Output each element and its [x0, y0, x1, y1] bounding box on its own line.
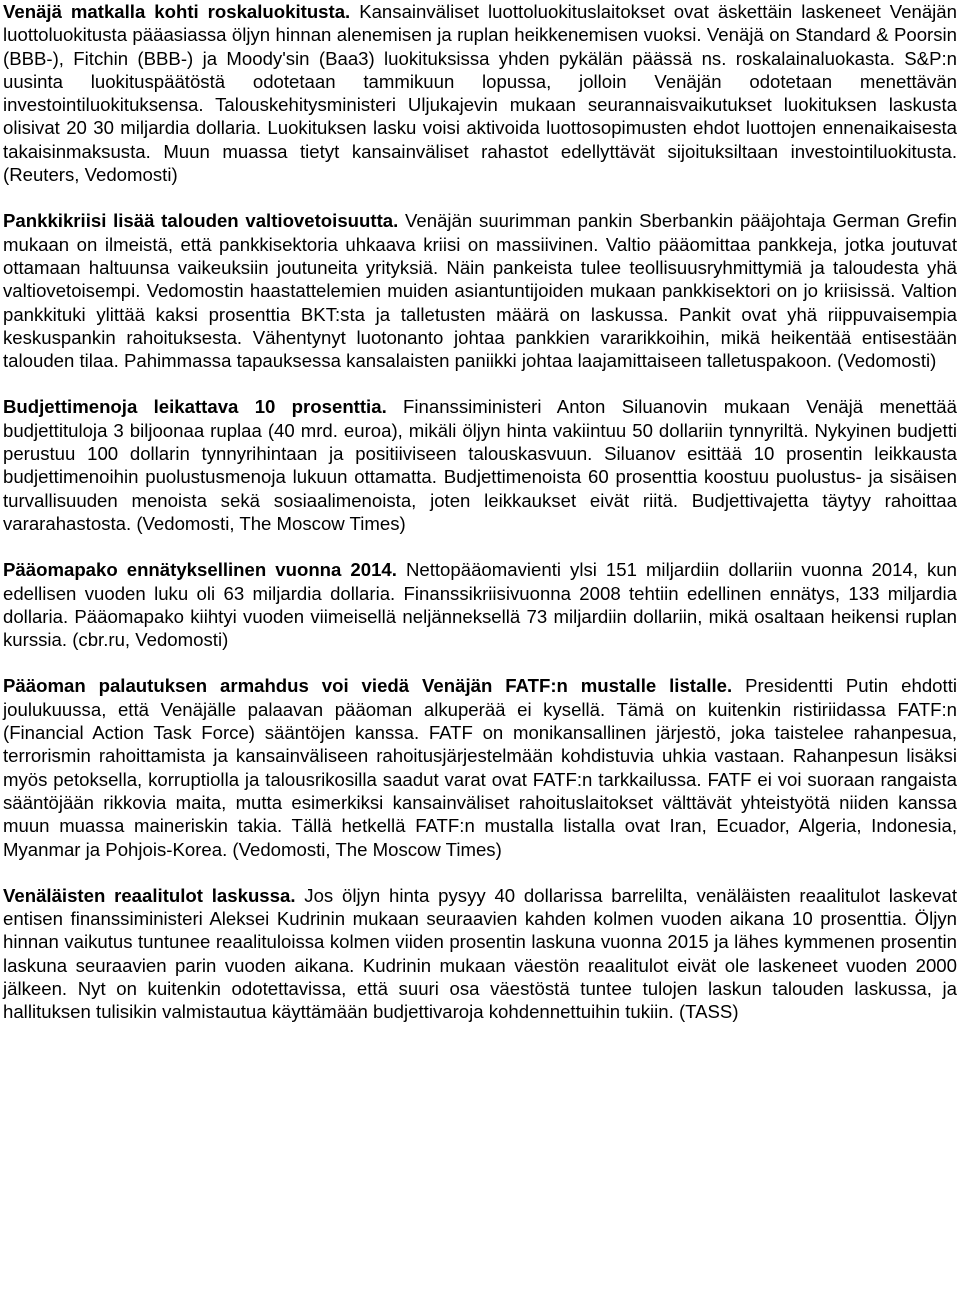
article-body: Jos öljyn hinta pysyy 40 dollarissa barrelilta, venäläisten reaalitulot laskevat entisen finanssiministeri Aleksei Kudrinin mukaan seuraavien kahden kolmen vuoden aikana 10 prosenttia. Öljyn hinnan vaikutus tuntuneе reaalituloissa kolmen viiden prosentin laskuna vuonna 2015 ja lähes kymmenen prosentin laskuna seuraavien parin vuoden aikana. Kudrinin mukaan väestön reaalitulot eivät ole laskeneet vuoden 2000 jälkeen. Nyt on kuitenkin odotettavissa, että suuri osa väestöstä tuntee tulojen laskun talouden laskussa, ja hallituksen tulisikin valmistautua käyttämään budjettivaroja kohdennettuihin tukiin. (TASS) — [3, 884, 958, 1023]
article-body: Nettopääomavienti ylsi 151 miljardiin dollariin vuonna 2014, kun edellisen vuoden luku oli 63 miljardia dollaria. Finanssikriisivuonna 2008 tehtiin edellinen ennätys, 133 miljardia dollaria. Pääomapako kiihtyi vuoden viimeisellä neljänneksellä 73 miljardiin dollariin, mikä osaltaan heikensi ruplan kurssia. (cbr.ru, Vedomosti) — [3, 559, 957, 651]
article-headline: Budjettimenoja leikattava 10 prosenttia. — [3, 396, 387, 418]
article-headline: Pääoman palautuksen armahdus voi viedä Venäjän FATF:n mustalle listalle. — [3, 675, 733, 697]
article-body: Finanssiministeri Anton Siluanovin mukaan Venäjä menettää budjettituloja 3 biljoonaa ruplaa (40 mrd. euroa), mikäli öljyn hinta vakiintuu 50 dollariin tynnyriltä. Nykyinen budjetti perustuu 100 dollarin tynnyrihintaan ja positiiviseen talouskasvuun. Siluanov esittää 10 prosentin leikkausta budjettimenoihin puolustusmenoja lukuun ottamatta. Budjettimenoista 60 prosenttia koostuu puolustus- ja sisäisen turvallisuuden menoista sekä sosiaalimenoista, joten leikkaukset eivät riitä. Budjettivajetta täytyy rahoittaa vararahastosta. (Vedomosti, The Moscow Times) — [3, 396, 957, 534]
article-banking-crisis — [3, 209, 957, 372]
article-body: Venäjän suurimman pankin Sberbankin pääjohtaja German Grefin mukaan on ilmeistä, että pankkisektoria uhkaava kriisi on massiivinen. Valtio pääomittaa pankkeja, jotka joutuvat ottamaan haltuunsa vaikeuksiin joutuneita yrityksiä. Näin pankeista tulee teollisuusryhmittymiä ja taloudesta yhä valtiovetoisempi. Vedomostin haastattelemien muiden asiantuntijoiden mukaan pankkisektori on jo kriisissä. Valtion pankkituki ylittää kaksi prosenttia BKT:sta ja talletusten määrä on laskussa. Pankit ovat yhä riippuvaisempia keskuspankin rahoituksesta. Vähentynyt luotonanto johtaa pankkien vararikkoihin, mikä heikentää entisestään talouden tilaa. Pahimmassa tapauksessa kansalaisten paniikki johtaa laajamittaiseen talletuspakoon. (Vedomosti) — [3, 210, 957, 372]
article-budget-cuts — [3, 395, 957, 535]
article-credit-rating — [3, 0, 957, 186]
article-real-incomes — [3, 884, 957, 1024]
article-headline: Venäjä matkalla kohti roskaluokitusta. — [3, 1, 351, 22]
article-headline: Venäläisten reaalitulot laskussa. — [3, 884, 296, 906]
article-body: Kansainväliset luottoluokituslaitokset ovat äskettäin laskeneet Venäjän luottoluokitusta pääasiassa öljyn hinnan alenemisen ja ruplan heikkenemisen vuoksi. Venäjä on Standard & Poorsin (BBB-), Fitchin (BBB-) ja Moody'sin (Baa3) luokituksissa yhden pykälän päässä ns. roskalainaluokasta. S&P:n uusinta luokituspäätöstä odotetaan tammikuun lopussa, jolloin Venäjän odotetaan menettävän investointiluokituksensa. Talouskehitysministeri Uljukajevin mukaan seurannaisvaikutukset luokituksen laskusta olisivat 20 30 miljardia dollaria. Luokituksen lasku voisi aktivoida luottosopimusten ehdot luottojen ennenaikaisesta takaisinmaksusta. Muun muassa tietyt kansainväliset rahastot edellyttävät sijoituksiltaan investointiluokitusta. (Reuters, Vedomosti) — [3, 1, 957, 186]
article-fatf-blacklist — [3, 674, 957, 860]
article-headline: Pankkikriisi lisää talouden valtiovetoisuutta. — [3, 210, 399, 232]
article-body: Presidentti Putin ehdotti joulukuussa, että Venäjälle palaavan pääoman alkuperää ei kysellä. Tämä on kuitenkin ristiriidassa FATF:n (Financial Action Task Force) sääntöjen kanssa. FATF on monikansallinen järjestö, joka taistelee rahanpesua, terrorismin rahoittamista ja kansainväliseen rahoitusjärjestelmään kohdistuvia uhkia vastaan. Rahanpesun lisäksi myös petoksella, korruptiolla ja talousrikosilla saadut varat ovat FATF:n tarkkailussa. FATF ei voi suoraan rangaista sääntöjään rikkovia maita, mutta esimerkiksi kansainväliset rahoituslaitokset välttävät yhteistyötä niiden kanssa muun muassa maineriskin takia. Tällä hetkellä FATF:n mustalla listalla ovat Iran, Ecuador, Algeria, Indonesia, Myanmar ja Pohjois-Korea. (Vedomosti, The Moscow Times) — [3, 675, 957, 860]
article-capital-flight — [3, 558, 957, 651]
article-headline: Pääomapako ennätyksellinen vuonna 2014. — [3, 559, 397, 581]
